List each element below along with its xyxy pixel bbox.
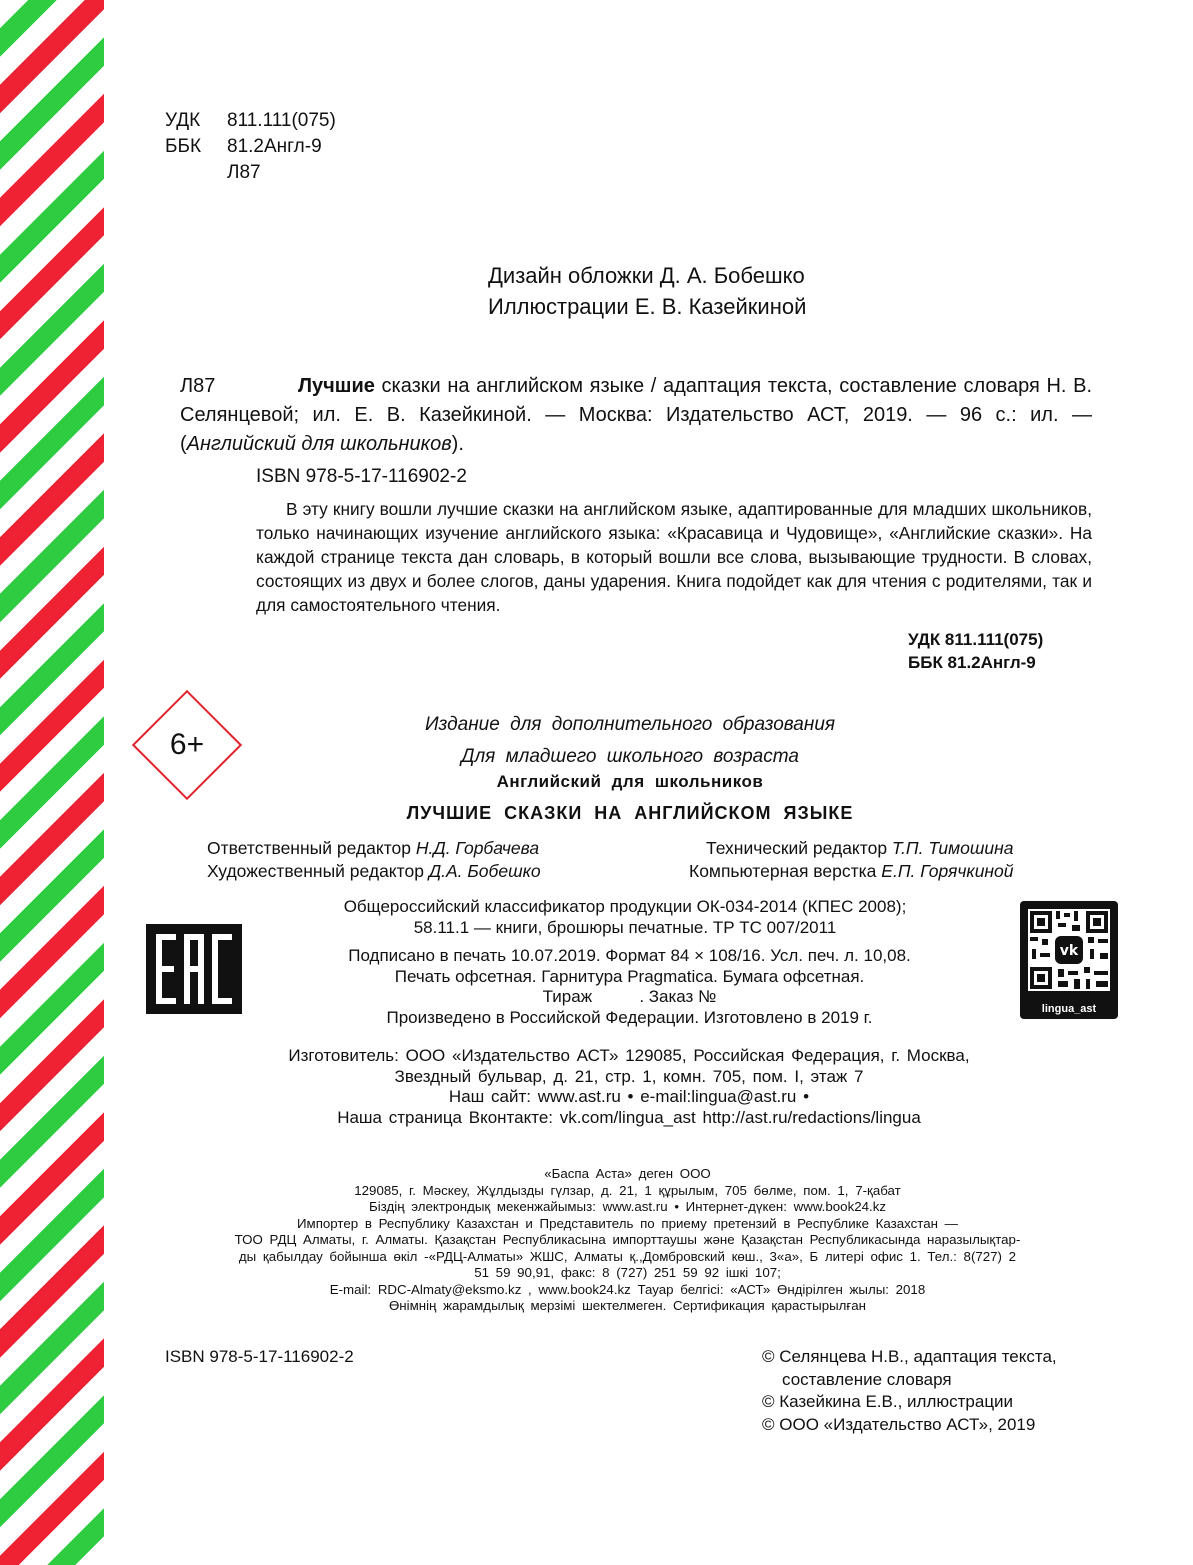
print-run: Тираж . Заказ № <box>542 987 717 1006</box>
qr-code-icon <box>1028 909 1110 991</box>
qr-code-badge[interactable] <box>1020 901 1118 1019</box>
bbk-bold: ББК 81.2Англ-9 <box>908 653 1036 672</box>
print-type: Печать офсетная. Гарнитура Pragmatica. Бумага офсетная. <box>394 966 865 986</box>
kaz-line-8: E-mail: RDC-Almaty@eksmo.kz , www.book24.kz Тауар белгісі: «АСТ» Өндірілген жылы: 2018 <box>329 1281 926 1297</box>
kaz-line-5: ТОО РДЦ Алматы, г. Алматы. Қазақстан Республикасына импорттаушы және Қазақстан Республикасында наразылықтар- <box>234 1232 1021 1247</box>
copyright-adaptation: © Селянцева Н.В., адаптация текста, <box>762 1347 1057 1366</box>
resp-editor-label: Ответственный редактор <box>207 838 416 858</box>
udk-label: УДК <box>165 110 201 131</box>
eac-mark-icon <box>146 924 242 1014</box>
age-rating-badge <box>131 689 243 801</box>
biblio-author-mark: Л87 <box>180 375 216 397</box>
annotation: В эту книгу вошли лучшие сказки на английском языке, адаптированные для младших школьников, только начинающих изучение английского языка: «Красавица и Чудовище», «Английские сказки». На каждой странице текста дан словарь, в который вошли все слова, вызывающие трудности. В словах, состоящих из двух и более слогов, даны ударения. Книга подойдет как для чтения с родителями, так и для самостоятельного чтения. <box>256 499 1092 615</box>
svg-text:vk: vk <box>1059 943 1079 959</box>
bibliographic-record <box>180 372 1092 459</box>
staff-right <box>689 837 1014 883</box>
age-rating: 6+ <box>169 728 205 761</box>
layout-label: Компьютерная верстка <box>689 861 882 881</box>
biblio-title: Лучшие <box>298 375 375 397</box>
biblio-series: Английский для школьников <box>186 433 452 455</box>
art-editor-label: Художественный редактор <box>207 861 429 881</box>
copyright-illustrations: © Казейкина Е.В., иллюстрации <box>762 1392 1014 1411</box>
copyright-publisher: © ООО «Издательство АСТ», 2019 <box>762 1414 1036 1434</box>
kaz-line-3: Біздің электрондық мекенжайымыз: www.ast.ru • Интернет-дүкен: www.book24.kz <box>369 1199 886 1214</box>
copyright-block <box>762 1346 1057 1436</box>
manufacturer-line-1: Изготовитель: ООО «Издательство АСТ» 129085, Российская Федерация, г. Москва, <box>288 1046 970 1065</box>
kaz-line-4: Импортер в Республику Казахстан и Представитель по приему претензий в Республике Казахстан — <box>297 1215 958 1231</box>
qr-label: lingua_ast <box>1041 1003 1097 1015</box>
classifier-line-1: Общероссийский классификатор продукции ОК-034-2014 (КПЕС 2008); <box>343 897 907 916</box>
isbn: ISBN 978-5-17-116902-2 <box>256 466 467 487</box>
udk-bold: УДК 811.111(075) <box>908 630 1044 649</box>
kaz-line-9: Өнімнің жарамдылық мерзімі шектелмеген. Сертификация қарастырылған <box>388 1298 867 1313</box>
biblio-end: ). <box>451 433 464 455</box>
illustrations-credit: Иллюстрации Е. В. Казейкиной <box>488 294 807 319</box>
copyright-adaptation-cont: составление словаря <box>782 1369 952 1389</box>
print-details <box>262 946 997 1028</box>
classification-codes <box>165 108 336 186</box>
manufacturer-vk-page: Наша страница Вконтакте: vk.com/lingua_ast http://ast.ru/redactions/lingua <box>337 1107 921 1127</box>
credits <box>488 260 806 322</box>
biblio-description: сказки на английском языке / адаптация текста, составление словаря Н. В. Селянцевой; ил. Е. В. Казейкиной. — Москва: Издательство АСТ, 2019. — 96 с.: ил. — ( <box>180 375 1092 455</box>
manufacturer-info <box>214 1046 1044 1128</box>
staff-left <box>207 837 541 883</box>
decorative-stripes <box>0 0 104 1565</box>
signed-to-print: Подписано в печать 10.07.2019. Формат 84 × 108/16. Усл. печ. л. 10,08. <box>348 946 911 965</box>
udk-value: 811.111(075) <box>227 110 336 131</box>
tech-editor-name: Т.П. Тимошина <box>891 838 1014 858</box>
kazakhstan-info <box>150 1166 1105 1315</box>
art-editor-name: Д.А. Бобешко <box>428 861 541 881</box>
edition-audience: Для младшего школьного возраста <box>461 746 799 767</box>
cover-design-credit: Дизайн обложки Д. А. Бобешко <box>488 263 805 288</box>
tech-editor-label: Технический редактор <box>705 838 892 858</box>
edition-series: Английский для школьников <box>496 772 764 791</box>
edition-title: ЛУЧШИЕ СКАЗКИ НА АНГЛИЙСКОМ ЯЗЫКЕ <box>406 803 854 823</box>
author-mark: Л87 <box>227 162 261 183</box>
kaz-line-2: 129085, г. Мәскеу, Жұлдызды гүлзар, д. 21, 1 құрылым, 705 бөлме, пом. 1, 7-қабат <box>354 1182 901 1198</box>
manufacturer-website: Наш сайт: www.ast.ru • e-mail:lingua@ast.ru • <box>448 1087 810 1106</box>
layout-name: Е.П. Горячкиной <box>881 861 1014 881</box>
classification-codes-bold <box>908 628 1043 674</box>
kaz-line-1: «Баспа Аста» деген ООО <box>544 1166 711 1181</box>
bbk-value: 81.2Англ-9 <box>227 136 322 157</box>
classifier-block <box>270 897 980 938</box>
produced-in: Произведено в Российской Федерации. Изготовлено в 2019 г. <box>386 1007 873 1027</box>
bbk-label: ББК <box>165 136 202 157</box>
manufacturer-line-2: Звездный бульвар, д. 21, стр. 1, комн. 705, пом. I, этаж 7 <box>394 1066 864 1086</box>
footer-isbn: ISBN 978-5-17-116902-2 <box>165 1347 354 1366</box>
classifier-line-2: 58.11.1 — книги, брошюры печатные. ТР ТС 007/2011 <box>413 917 837 937</box>
edition-type: Издание для дополнительного образования <box>424 714 836 735</box>
kaz-line-6: ды қабылдау бойынша өкіл -«РДЦ-Алматы» ЖШС, Алматы қ.,Домбровский көш., 3«а», Б литері офис 1. Тел.: 8(727) 2 <box>238 1248 1017 1264</box>
kaz-line-7: 51 59 90,91, факс: 8 (727) 251 59 92 ішкі 107; <box>474 1265 781 1280</box>
resp-editor-name: Н.Д. Горбачева <box>415 838 540 858</box>
